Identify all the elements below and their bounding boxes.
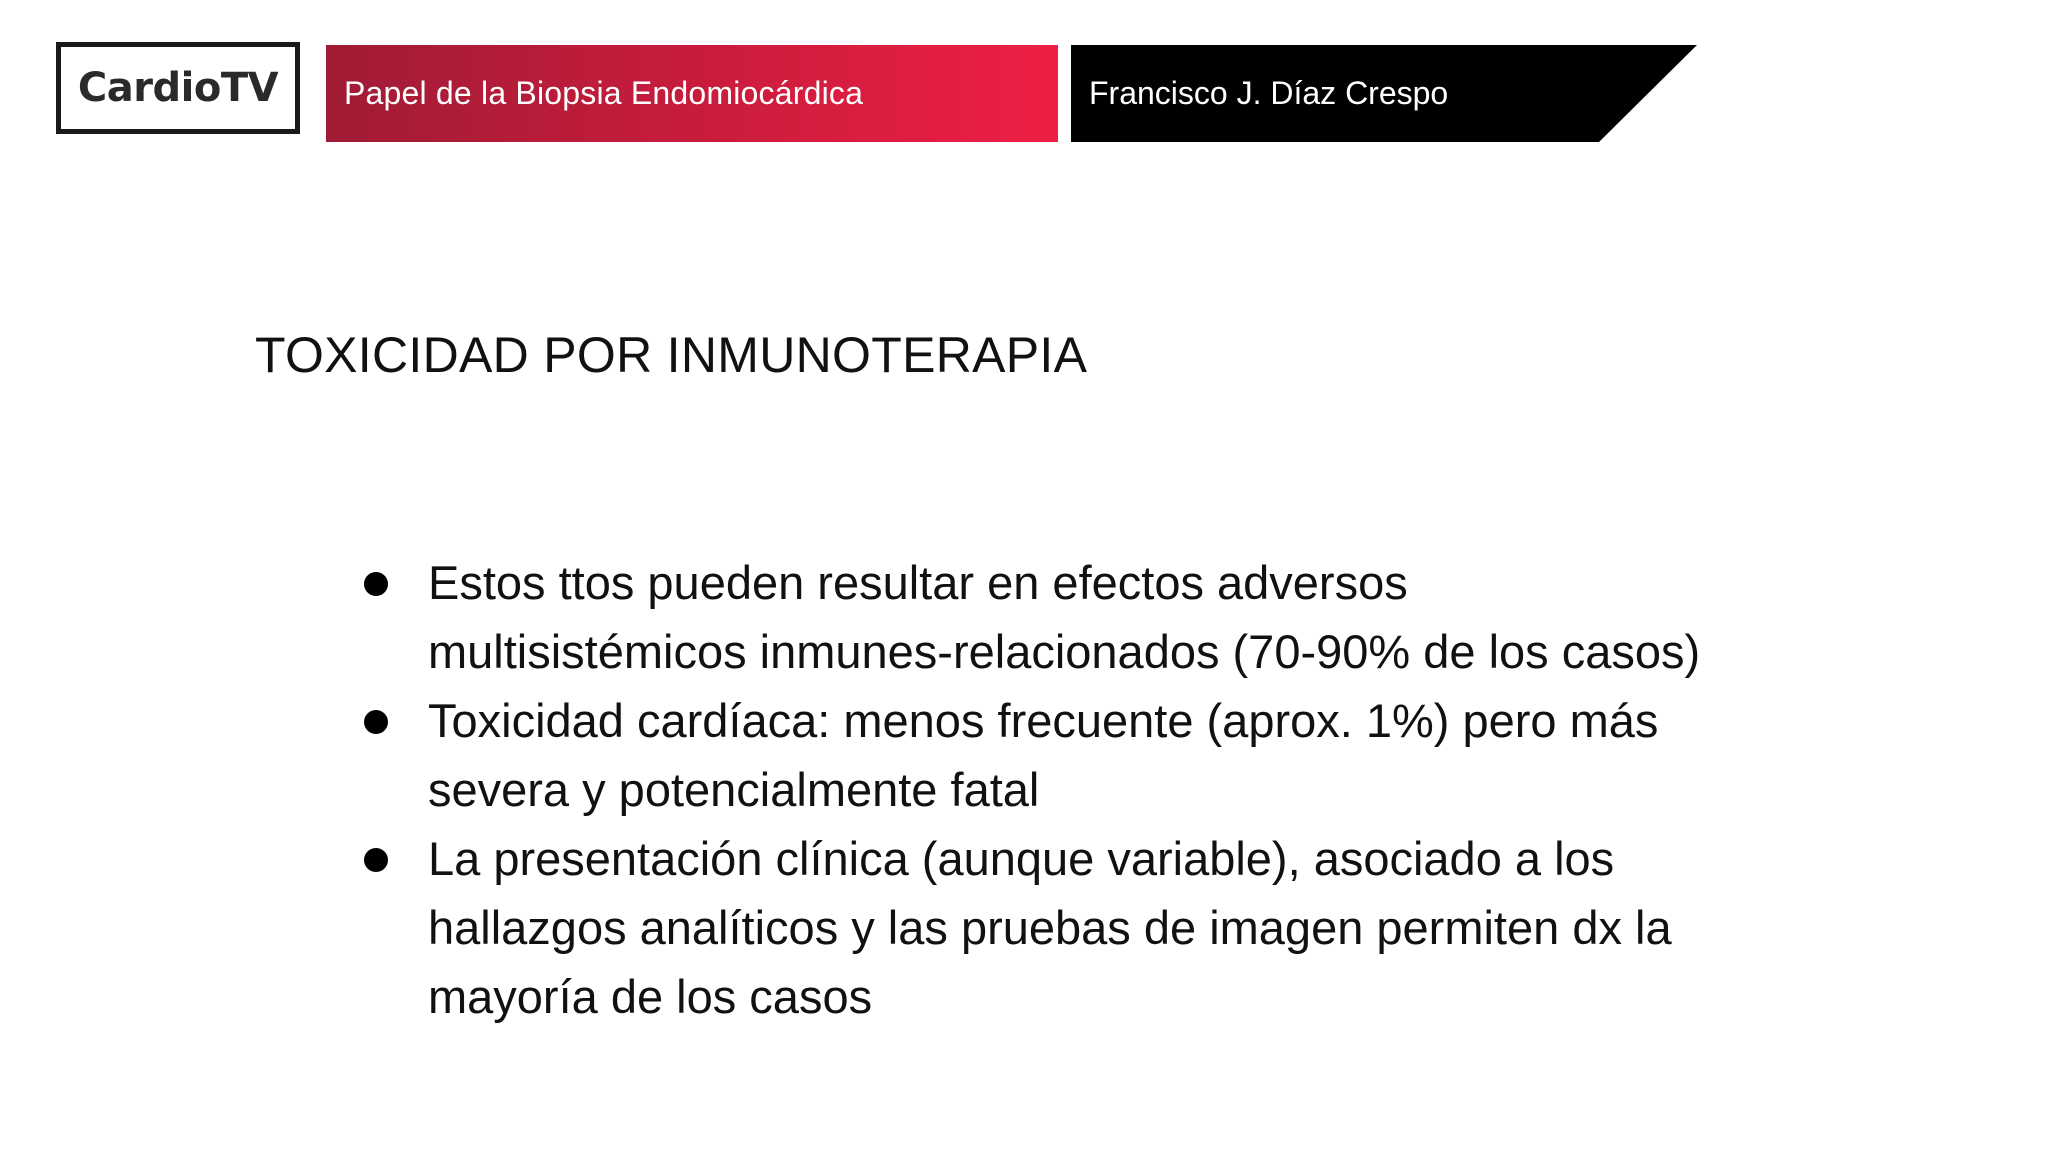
bullet-line: multisistémicos inmunes-relacionados (70-90% de los casos)	[428, 625, 1701, 678]
bullet-item	[360, 686, 1920, 824]
bullet-line: La presentación clínica (aunque variable), asociado a los	[428, 832, 1615, 885]
talk-title-band	[326, 45, 1058, 142]
bullet-list	[360, 548, 1920, 1031]
bullet-line: Toxicidad cardíaca: menos frecuente (aprox. 1%) pero más	[428, 694, 1659, 747]
bullet-dot-icon	[364, 572, 388, 596]
logo-text: CardioTV	[77, 65, 279, 111]
author-name: Francisco J. Díaz Crespo	[1089, 75, 1449, 111]
talk-title: Papel de la Biopsia Endomiocárdica	[344, 75, 864, 111]
cardiotv-logo	[56, 42, 300, 134]
section-title: TOXICIDAD POR INMUNOTERAPIA	[255, 327, 1088, 383]
bullet-line: Estos ttos pueden resultar en efectos adversos	[428, 556, 1408, 609]
slide-header	[0, 0, 2048, 150]
bullet-line: mayoría de los casos	[428, 970, 873, 1023]
bullet-dot-icon	[364, 848, 388, 872]
bullet-line: hallazgos analíticos y las pruebas de imagen permiten dx la	[428, 901, 1672, 954]
bullet-item	[360, 548, 1920, 686]
bullet-item	[360, 824, 1920, 1031]
bullet-dot-icon	[364, 710, 388, 734]
bullet-line: severa y potencialmente fatal	[428, 763, 1040, 816]
author-band	[1071, 45, 1697, 142]
